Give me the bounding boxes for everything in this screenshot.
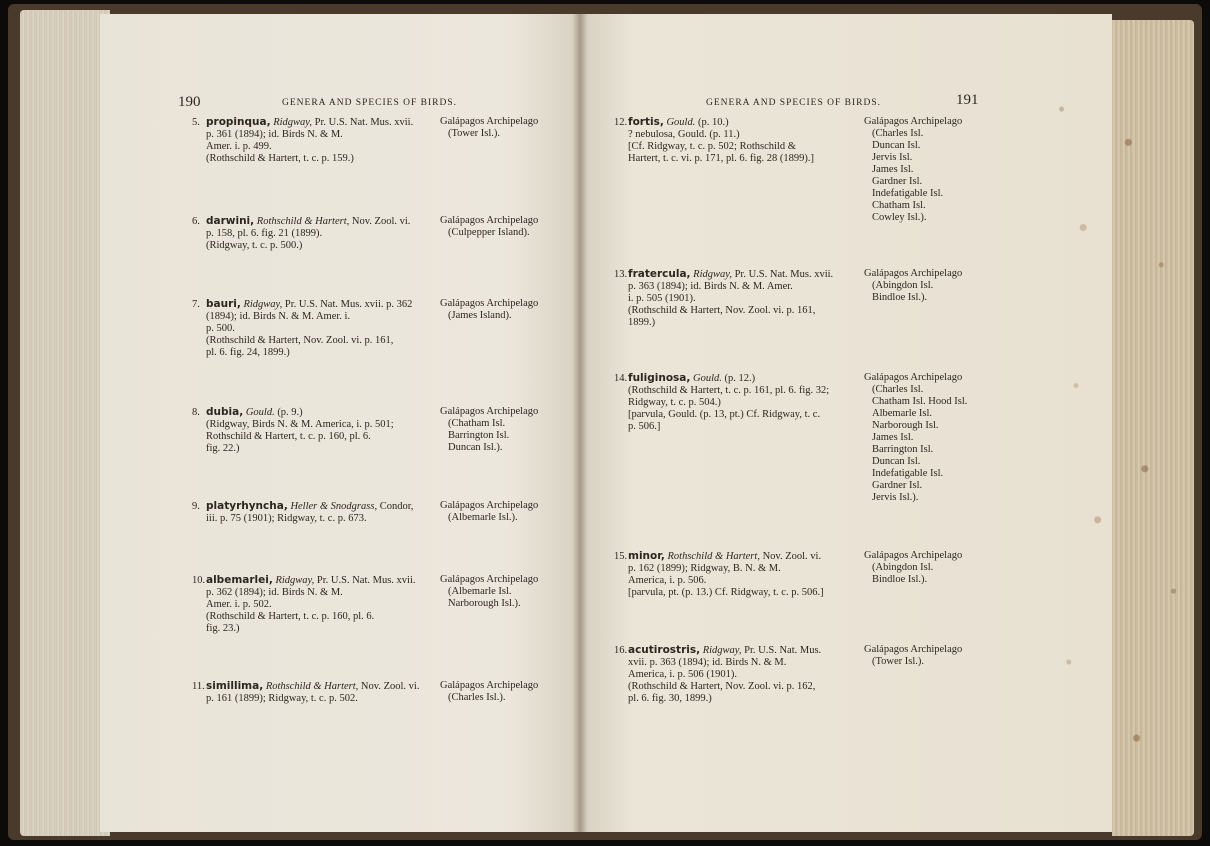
locality-line: Cowley Isl.). <box>872 212 927 223</box>
locality-line: (James Island). <box>448 310 512 321</box>
locality-line: Narborough Isl.). <box>448 598 521 609</box>
entry-heading-line <box>614 550 824 563</box>
locality-line: Galápagos Archipelago <box>864 550 963 561</box>
locality-line: (Chatham Isl. <box>448 418 506 429</box>
citation-line: Amer. i. p. 502. <box>206 599 272 610</box>
citation-line: America, i. p. 506. <box>628 575 707 586</box>
citation-text: Pr. U.S. Nat. Mus. xvii. <box>316 575 416 586</box>
locality-line: Galápagos Archipelago <box>440 500 539 511</box>
species-name: simillima, <box>206 680 264 692</box>
citation-line: p. 362 (1894); id. Birds N. & M. <box>206 587 343 598</box>
locality-list <box>864 550 962 586</box>
locality-line: Jervis Isl. <box>872 152 913 163</box>
locality-list <box>440 406 538 454</box>
entry-heading-line <box>192 116 413 129</box>
locality-line: (Culpepper Island). <box>448 227 530 238</box>
entry-number: 10. <box>192 575 206 586</box>
author-name: Rothschild & Hartert, <box>265 681 359 692</box>
locality-line: Bindloe Isl.). <box>872 574 928 585</box>
locality-line: Duncan Isl. <box>872 140 921 151</box>
locality-line: James Isl. <box>872 432 914 443</box>
entry-citation <box>192 116 413 165</box>
locality-line: Indefatigable Isl. <box>872 188 944 199</box>
entry-citation <box>614 644 821 705</box>
citation-line: p. 161 (1899); Ridgway, t. c. p. 502. <box>206 693 358 704</box>
citation-line: pl. 6. fig. 30, 1899.) <box>628 693 712 704</box>
entry-number: 14. <box>614 373 628 384</box>
entry-citation <box>192 406 394 455</box>
entry-heading-line <box>192 500 413 513</box>
locality-line: (Abingdon Isl. <box>872 280 934 291</box>
citation-line: (Rothschild & Hartert, t. c. p. 160, pl. 6. <box>206 611 375 622</box>
species-name: darwini, <box>206 215 255 227</box>
citation-line: p. 162 (1899); Ridgway, B. N. & M. <box>628 563 781 574</box>
foxing-spots <box>1112 20 1194 836</box>
entry-number: 8. <box>192 407 200 418</box>
citation-line: (Rothschild & Hartert, Nov. Zool. vi. p. 161, <box>628 305 816 316</box>
running-head: GENERA AND SPECIES OF BIRDS. <box>706 98 882 108</box>
species-name: platyrhyncha, <box>206 500 288 512</box>
author-name: Ridgway, <box>273 117 312 128</box>
locality-line: Bindloe Isl.). <box>872 292 928 303</box>
citation-line: Ridgway, t. c. p. 504.) <box>628 397 721 408</box>
locality-line: Duncan Isl. <box>872 456 921 467</box>
citation-text: Pr. U.S. Nat. Mus. <box>744 645 822 656</box>
citation-line: fig. 22.) <box>206 443 240 454</box>
author-name: Rothschild & Hartert, <box>256 216 350 227</box>
locality-line: (Charles Isl. <box>872 384 924 395</box>
entry-number: 15. <box>614 551 628 562</box>
locality-line: Barrington Isl. <box>448 430 510 441</box>
left-page-edges <box>20 10 110 836</box>
entry-citation <box>192 680 419 705</box>
entry-heading-line <box>192 298 412 311</box>
citation-line: 1899.) <box>628 317 656 328</box>
entry-citation <box>614 372 829 433</box>
entry-citation <box>614 268 833 329</box>
locality-line: (Tower Isl.). <box>448 128 501 139</box>
entry-number: 11. <box>192 681 205 692</box>
locality-line: Gardner Isl. <box>872 480 923 491</box>
locality-line: Galápagos Archipelago <box>864 644 963 655</box>
left-page <box>100 14 580 832</box>
author-name: Ridgway, <box>243 299 283 310</box>
citation-text: Pr. U.S. Nat. Mus. xvii. <box>734 269 834 280</box>
locality-line: Barrington Isl. <box>872 444 934 455</box>
citation-line: p. 361 (1894); id. Birds N. & M. <box>206 129 343 140</box>
locality-line: Indefatigable Isl. <box>872 468 944 479</box>
species-name: fuliginosa, <box>628 372 691 384</box>
author-name: Ridgway, <box>275 575 315 586</box>
author-name: Gould. <box>666 117 696 128</box>
locality-line: (Albemarle Isl. <box>448 586 512 597</box>
locality-line: Gardner Isl. <box>872 176 923 187</box>
entry-citation <box>192 298 412 359</box>
locality-line: James Isl. <box>872 164 914 175</box>
citation-line: Hartert, t. c. vi. p. 171, pl. 6. fig. 28 (1899).] <box>628 153 815 164</box>
locality-line: (Charles Isl. <box>872 128 924 139</box>
locality-line: Jervis Isl.). <box>872 492 919 503</box>
locality-line: (Tower Isl.). <box>872 656 925 667</box>
locality-line: Duncan Isl.). <box>448 442 503 453</box>
species-name: albemarlei, <box>206 574 273 586</box>
locality-list <box>440 680 538 704</box>
citation-line: [parvula, pt. (p. 13.) Cf. Ridgway, t. c. p. 506.] <box>628 587 824 598</box>
entry-number: 6. <box>192 216 200 227</box>
citation-line: p. 506.] <box>628 421 661 432</box>
citation-line: (Rothschild & Hartert, Nov. Zool. vi. p. 162, <box>628 681 816 692</box>
citation-text: Nov. Zool. vi. <box>360 681 420 692</box>
author-name: Gould. <box>245 407 275 418</box>
entry-heading-line <box>614 644 821 657</box>
citation-text: Pr. U.S. Nat. Mus. xvii. p. 362 <box>284 299 413 310</box>
author-name: Ridgway, <box>693 269 732 280</box>
citation-text: (p. 10.) <box>697 117 729 128</box>
entry-heading-line <box>192 406 394 419</box>
entry-heading-line <box>614 372 829 385</box>
entry-citation <box>192 574 416 635</box>
entry-heading-line <box>614 268 833 281</box>
locality-line: Galápagos Archipelago <box>440 298 539 309</box>
locality-list <box>440 116 538 140</box>
citation-line: xvii. p. 363 (1894); id. Birds N. & M. <box>628 657 787 668</box>
locality-line: Chatham Isl. Hood Isl. <box>872 396 968 407</box>
species-name: minor, <box>628 550 665 562</box>
locality-line: Galápagos Archipelago <box>864 116 963 127</box>
species-name: propinqua, <box>206 116 271 128</box>
citation-line: [Cf. Ridgway, t. c. p. 502; Rothschild & <box>628 141 796 152</box>
species-name: acutirostris, <box>628 644 701 656</box>
locality-line: Galápagos Archipelago <box>440 406 539 417</box>
entry-number: 7. <box>192 299 200 310</box>
citation-line: Amer. i. p. 499. <box>206 141 272 152</box>
species-name: fortis, <box>628 116 664 128</box>
citation-line: (Rothschild & Hartert, Nov. Zool. vi. p. 161, <box>206 335 394 346</box>
species-name: dubia, <box>206 406 244 418</box>
entry-number: 9. <box>192 501 200 512</box>
locality-line: (Albemarle Isl.). <box>448 512 518 523</box>
locality-line: Galápagos Archipelago <box>440 574 539 585</box>
locality-line: Galápagos Archipelago <box>440 680 539 691</box>
entry-citation <box>192 500 413 525</box>
right-page <box>580 14 1112 832</box>
citation-line: p. 363 (1894); id. Birds N. & M. Amer. <box>628 281 793 292</box>
locality-line: Narborough Isl. <box>872 420 939 431</box>
citation-line: p. 500. <box>206 323 235 334</box>
author-name: Rothschild & Hartert, <box>667 551 760 562</box>
locality-line: Galápagos Archipelago <box>440 116 539 127</box>
entry-number: 16. <box>614 645 628 656</box>
entry-heading-line <box>192 574 416 587</box>
locality-list <box>440 574 538 610</box>
locality-list <box>864 116 962 224</box>
citation-text: Pr. U.S. Nat. Mus. xvii. <box>314 117 414 128</box>
locality-list <box>864 268 962 304</box>
entry-citation <box>192 215 410 252</box>
entry-number: 5. <box>192 117 200 128</box>
author-name: Heller & Snodgrass, <box>290 501 378 512</box>
page-number: 191 <box>956 92 979 108</box>
locality-line: Galápagos Archipelago <box>440 215 539 226</box>
citation-line: p. 158, pl. 6. fig. 21 (1899). <box>206 228 323 239</box>
locality-list <box>864 644 962 668</box>
locality-line: Galápagos Archipelago <box>864 268 963 279</box>
running-head: GENERA AND SPECIES OF BIRDS. <box>282 98 458 108</box>
entry-heading-line <box>192 680 419 693</box>
citation-line: (Ridgway, Birds N. & M. America, i. p. 501; <box>206 419 394 430</box>
citation-text: Nov. Zool. vi. <box>351 216 411 227</box>
locality-line: (Abingdon Isl. <box>872 562 934 573</box>
locality-line: Albemarle Isl. <box>872 408 933 419</box>
citation-line: iii. p. 75 (1901); Ridgway, t. c. p. 673. <box>206 513 367 524</box>
citation-line: [parvula, Gould. (p. 13, pt.) Cf. Ridgway, t. c. <box>628 409 821 420</box>
citation-line: pl. 6. fig. 24, 1899.) <box>206 347 290 358</box>
citation-line: America, i. p. 506 (1901). <box>628 669 738 680</box>
locality-list <box>440 500 538 524</box>
author-name: Gould. <box>693 373 722 384</box>
book-gutter <box>572 14 588 832</box>
locality-list <box>440 215 538 239</box>
foxing-spots-right <box>1040 30 1112 820</box>
locality-line: Galápagos Archipelago <box>864 372 963 383</box>
entry-number: 12. <box>614 117 628 128</box>
citation-line: (Rothschild & Hartert, t. c. p. 161, pl. 6. fig. 32; <box>628 385 830 396</box>
page-number: 190 <box>178 94 201 110</box>
citation-text: (p. 9.) <box>277 407 303 418</box>
citation-line: fig. 23.) <box>206 623 240 634</box>
citation-text: (p. 12.) <box>724 373 756 384</box>
entry-number: 13. <box>614 269 628 280</box>
citation-line: (1894); id. Birds N. & M. Amer. i. <box>206 311 351 322</box>
entry-citation <box>614 116 814 165</box>
citation-text: Condor, <box>379 501 414 512</box>
citation-line: i. p. 505 (1901). <box>628 293 696 304</box>
entry-citation <box>614 550 824 599</box>
species-name: bauri, <box>206 298 241 310</box>
citation-line: (Ridgway, t. c. p. 500.) <box>206 240 303 251</box>
entry-heading-line <box>192 215 410 228</box>
locality-list <box>864 372 967 504</box>
citation-line: (Rothschild & Hartert, t. c. p. 159.) <box>206 153 354 164</box>
locality-list <box>440 298 538 322</box>
citation-line: ? nebulosa, Gould. (p. 11.) <box>628 129 740 140</box>
locality-line: Chatham Isl. <box>872 200 926 211</box>
locality-line: (Charles Isl.). <box>448 692 506 703</box>
entry-heading-line <box>614 116 814 129</box>
species-name: fratercula, <box>628 268 691 280</box>
citation-text: Nov. Zool. vi. <box>762 551 822 562</box>
author-name: Ridgway, <box>702 645 742 656</box>
citation-line: Rothschild & Hartert, t. c. p. 160, pl. 6. <box>206 431 371 442</box>
